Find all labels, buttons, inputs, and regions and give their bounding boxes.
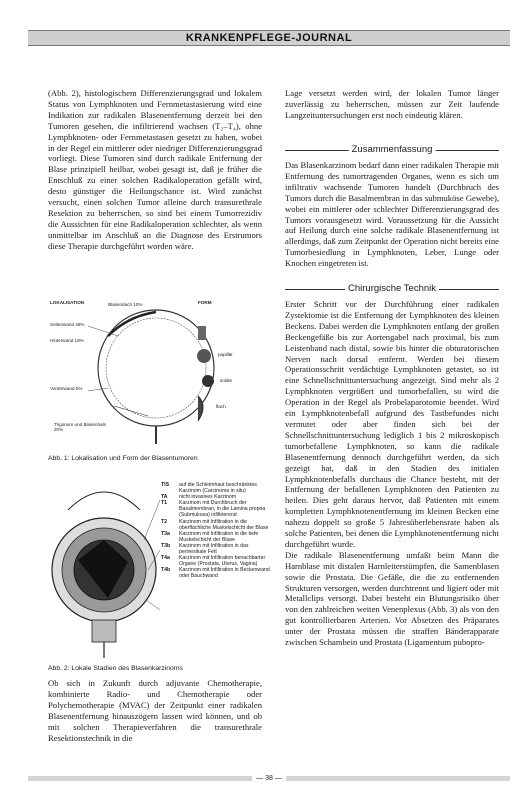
left-paragraph-1: (Abb. 2), histologischem Differenzierungsgrad und lokalem Status von Lymphknoten und Fernmetastasierung wird eine Indikation zur radikalen Blasenentfernung derzeit bei den Tumoren gesehen, die infiltrierend wachsen (T₂–T₄), ohne Lymphknoten- oder Fernmetastasen gesetzt zu haben, wobei in der Regel ein mittlerer oder niedriger Differenzierungsgrad vorliegt. Diese Tumoren sind durch radikale Entfernung der Blase prinzipiell heilbar, wobei gesagt ist, daß je früher die Entschluß zu einer solchen Radikaloperation gefällt wird, desto günstiger die Heilungschance ist. Wird zunächst versucht, einen solchen Tumor alleine durch transurethrale Resektion zu beherrschen, so sind bei einem Tumorrezidiv die Aussichten für eine Radikaloperation schlechter, als wenn unmittelbar im Anschluß an die Diagnose des Erstrumors diese Therapie durchgeführt worden wäre. — [48, 88, 262, 251]
right-column-summary — [285, 160, 499, 269]
label-trigonum: Trigonum und Blasenhals 20% — [54, 422, 106, 433]
right-column-intro — [285, 88, 499, 121]
label-flach: flach — [216, 404, 226, 409]
legend-row — [161, 555, 271, 567]
heading-chirurgische-technik-text: Chirurgische Technik — [345, 283, 439, 295]
left-column-text-bottom — [48, 678, 262, 743]
figure-2-tumor-stages — [48, 480, 160, 660]
label-papillaer: papillär — [218, 352, 233, 357]
figure-1-caption: Abb. 1: Lokalisation und Form der Blasentumoren — [48, 455, 198, 462]
legend-stage: T4a — [161, 555, 170, 562]
legend-description: Karzinom mit Infiltration benachbarter Organe (Prostata, Uterus, Vagina) — [179, 555, 266, 568]
figure-2-drawing — [48, 480, 160, 660]
legend-description: Karzinom mit Infiltration in die tiefe Muskelschicht der Blase — [179, 530, 259, 543]
legend-stage: T1 — [161, 500, 168, 507]
left-paragraph-2: Ob sich in Zukunft durch adjuvante Chemotherapie, kombinierte Radio- und Chemotherapie oder Polychemotherapie (MVAC) der Zeitpunkt einer radikalen Blasenentfernung hinauszögern lassen wird können, und ob mit solchen Therapieverfahren die transurethrale Resektionstechnik in die — [48, 678, 262, 743]
legend-row — [161, 500, 271, 518]
page-number: — 38 — — [252, 774, 286, 784]
legend-stage: TA — [161, 494, 168, 501]
heading-chirurgische-technik — [285, 283, 499, 295]
label-lokalisation: LOKALISATION — [50, 300, 85, 305]
figure-2-legend — [161, 482, 271, 580]
legend-stage: TIS — [161, 482, 170, 488]
legend-row — [161, 543, 271, 555]
legend-description: Karzinom mit Infiltration in Beckenwand oder Bauchwand — [179, 567, 270, 580]
right-paragraph-3: Erster Schritt vor der Durchführung einer radikalen Zystektomie ist die Entfernung der Lymphknoten des kleinen Beckens. Dabei werden die Lymphknoten entlang der großen Beckengefäße bis zur Aortengabel nach proximal, bis zum Leistenband nach distal, sowie bis hinter die obturatorischen Nerven nach dorsal entfernt. Werden bei diesem Operationsschritt verdächtige Lymphknoten getastet, so ist eine Schnellschnittuntersuchung angezeigt. Sind mehr als 2 Lymphknoten vergrößert und tumorbefallen, so wird die Operation in der Regel als Probelaparotomie beendet. Wird ein Lymphknotenbefall aufgrund des Tastbefundes nicht vermutet oder aber finden sich bei der Schnellschnittuntersuchung lediglich 1 bis 2 mikroskopisch tumorbefallene Lymphknoten, so kann die radikale Blasenentfernung dennoch durchgeführt werden, da sich gezeigt hat, daß in den Stadien des initialen Lymphknotenbefalls durchaus die Chance besteht, mit der Entfernung der befallenen Lymphknoten den Patienten zu heilen. Dies geht daraus hervor, daß Patienten mit einem kompletten Lymphknotenentfernung im kleinen Becken eine nahezu doppelt so große 5 Jahresüberlebensrate haben als solche Patienten, bei denen die Lymphknotenentfernung nicht durchgeführt wurde. — [285, 299, 499, 549]
label-blasendach: Blasendach 10% — [108, 302, 143, 307]
figure-1-bladder-localisation — [48, 296, 268, 446]
label-solide: solide — [220, 378, 233, 383]
legend-description: nicht invasives Karzinom — [179, 494, 237, 501]
legend-description: Karzinom mit Infiltration in das perivesikale Fett — [179, 542, 249, 556]
legend-stage: T4b — [161, 567, 171, 574]
legend-row — [161, 531, 271, 543]
right-paragraph-1: Lage versetzt werden wird, der lokalen Tumor länger zuverlässig zu beherrschen, müssen zur Zeit laufende Langzeituntersuchungen erst noch eindeutig klären. — [285, 88, 499, 120]
right-paragraph-2: Das Blasenkarzinom bedarf dann einer radikalen Therapie mit Entfernung des tumortragenden Organes, wenn es sich um infiltrativ wachsende Tumoren handelt (Durchbruch des Tumors durch die Basalmembran in das submuköse Gewebe), wobei ein mittlerer oder schlechter Differenzierungsgrad des Tumors vorausgesetzt wird. Voraussetzung für die Aussicht auf Heilung durch eine solche radikale Blasenentfernung ist allerdings, daß zum Zeitpunkt der Operation nicht bereits eine Tumorbesiedlung in Lymphknoten, Leber, Lunge oder Knochen eingetreten ist. — [285, 160, 499, 269]
legend-stage: T3a — [161, 530, 170, 537]
left-column-text — [48, 88, 262, 252]
legend-row — [161, 482, 271, 494]
legend-stage: T3b — [161, 542, 171, 549]
legend-description: auf die Schleimhaut beschränktes Karzinom (Carcinoma in situ) — [179, 482, 257, 495]
legend-row — [161, 567, 271, 579]
figure-2-caption: Abb. 2: Lokale Stadien des Blasenkarzinoms — [48, 665, 183, 672]
page-footer — [28, 774, 510, 784]
legend-description: Karzinom mit Infiltration in die oberflächliche Muskelschicht der Blase — [179, 518, 269, 531]
heading-zusammenfassung — [285, 144, 499, 156]
legend-description: Karzinom mit Durchbruch der Basalmembran, in die Lamina propria (Submukosa) infiltrierend — [179, 500, 266, 519]
label-vorderwand: Vorderwand 5% — [50, 386, 83, 391]
legend-row — [161, 519, 271, 531]
journal-title: KRANKENPFLEGE-JOURNAL — [185, 32, 353, 44]
label-seitenwand: Seitenwand 48% — [50, 322, 85, 327]
right-column-technique — [285, 299, 499, 648]
journal-header — [28, 30, 510, 46]
label-form: FORM — [198, 300, 212, 305]
label-hinterwand: Hinterwand 18% — [50, 338, 84, 343]
right-paragraph-4: Die radikale Blasenentfernung umfaßt beim Mann die Harnblase mit distalen Harnleiterstümpfen, die Samenblasen sowie die Prostata. Die Gefäße, die die zu entfernenden Strukturen versorgen, werden durchtrennt und ligiert oder mit Metallclips versorgt. Dabei besteht ein Blutungsrisiko über von den zahlreichen weiten Venenplexus (Abb. 3) als von den gut kontrollierbaren Arterien. Vor Absetzen des Präparates unter der Prostata müssen die straffen Bänderapparate zwischen Schambein und Prostata (Ligamentum pubopro- — [285, 549, 499, 648]
legend-stage: T2 — [161, 518, 168, 525]
heading-zusammenfassung-text: Zusammenfassung — [349, 144, 436, 156]
